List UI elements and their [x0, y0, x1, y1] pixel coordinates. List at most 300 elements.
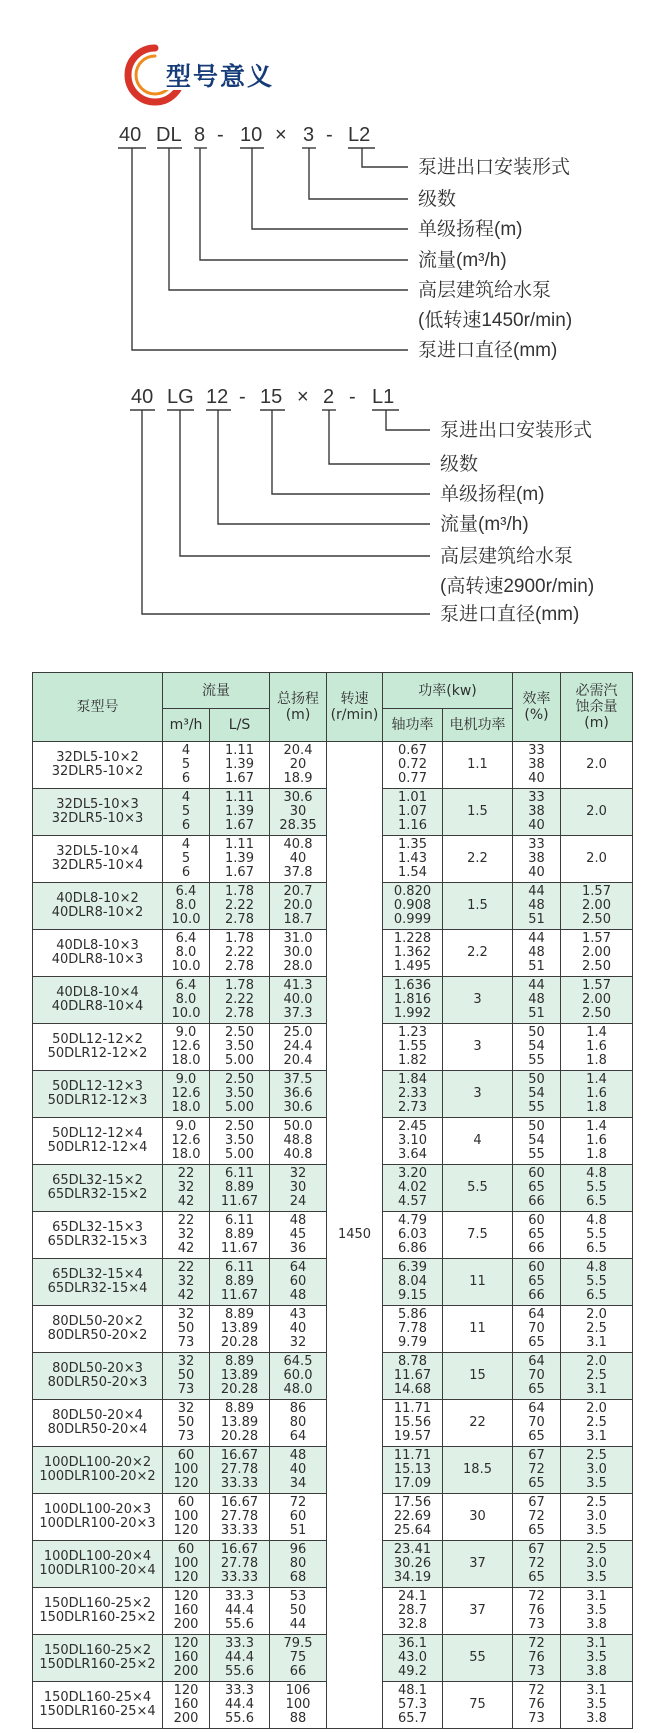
cell-efficiency-value: 65	[528, 1429, 545, 1444]
cell-npsh-value: 3.5	[586, 1570, 607, 1585]
cell-model-value: 50DLR12-12×3	[47, 1093, 148, 1108]
cell-shaft-power	[383, 1071, 443, 1118]
cell-head	[270, 1400, 327, 1447]
code-2-legend-flow: 流量(m³/h)	[440, 514, 529, 535]
cell-head-value: 37.3	[283, 1006, 313, 1021]
cell-shaft-power-value: 25.64	[393, 1523, 432, 1538]
header-head: 总扬程 (m)	[270, 673, 327, 742]
cell-flow-m3h-value: 6.4	[175, 978, 197, 993]
cell-flow-ls-value: 5.00	[225, 1100, 254, 1115]
cell-flow-ls-value: 11.67	[220, 1241, 259, 1256]
cell-head-value: 40	[289, 1462, 307, 1477]
cell-flow-m3h	[163, 1682, 210, 1729]
cell-head-value: 60.0	[283, 1368, 313, 1383]
cell-efficiency-value: 54	[528, 1133, 545, 1148]
cell-head	[270, 1212, 327, 1259]
cell-head-value: 88	[289, 1711, 307, 1726]
cell-efficiency-value: 64	[528, 1401, 545, 1416]
cell-efficiency-value: 65	[528, 1335, 545, 1350]
cell-model	[33, 1071, 163, 1118]
cell-model	[33, 1118, 163, 1165]
cell-efficiency-value: 55	[528, 1053, 545, 1068]
cell-flow-m3h-value: 32	[177, 1227, 195, 1242]
cell-efficiency-value: 66	[528, 1194, 545, 1209]
cell-flow-ls-value: 8.89	[225, 1227, 254, 1242]
cell-model-value: 65DL32-15×4	[52, 1267, 143, 1282]
cell-flow-m3h-value: 5	[181, 851, 191, 866]
cell-npsh-value: 3.8	[586, 1664, 607, 1679]
cell-flow-ls-value: 3.50	[225, 1039, 254, 1054]
cell-model-value: 100DL100-20×3	[43, 1502, 152, 1517]
cell-flow-ls-value: 5.00	[225, 1053, 254, 1068]
code-1-legend-series: 高层建筑给水泵	[418, 280, 552, 301]
cell-efficiency-value: 33	[528, 743, 545, 758]
cell-efficiency-value: 67	[528, 1542, 545, 1557]
cell-shaft-power-value: 2.33	[398, 1086, 427, 1101]
cell-model	[33, 883, 163, 930]
cell-shaft-power-value: 0.820	[393, 884, 432, 899]
cell-efficiency-value: 33	[528, 790, 545, 805]
cell-flow-m3h	[163, 1447, 210, 1494]
cell-flow-ls-value: 13.89	[220, 1368, 259, 1383]
cell-model	[33, 1259, 163, 1306]
cell-efficiency-value: 70	[528, 1321, 545, 1336]
code-1-part-dash-1: -	[217, 124, 224, 146]
cell-model-value: 100DLR100-20×4	[39, 1563, 156, 1578]
cell-head-value: 79.5	[283, 1636, 313, 1651]
cell-npsh-value: 3.8	[586, 1711, 607, 1726]
cell-efficiency-value: 65	[528, 1523, 545, 1538]
cell-efficiency-value: 51	[528, 912, 545, 927]
cell-head-value: 48	[289, 1213, 307, 1228]
cell-head-value: 37.5	[283, 1072, 313, 1087]
cell-npsh-value: 3.5	[586, 1523, 607, 1538]
cell-efficiency-value: 66	[528, 1288, 545, 1303]
code-2-legend-diameter: 泵进口直径(mm)	[440, 604, 580, 625]
cell-npsh-value: 1.57	[582, 978, 611, 993]
code-2-legend-speed: (高转速2900r/min)	[440, 576, 595, 597]
code-1-part-inlet-form: L2	[348, 124, 371, 146]
cell-flow-ls-value: 1.67	[225, 865, 254, 880]
cell-flow-ls	[210, 836, 270, 883]
cell-npsh-value: 2.0	[586, 1354, 607, 1369]
cell-efficiency-value: 67	[528, 1448, 545, 1463]
cell-flow-m3h-value: 120	[173, 1636, 199, 1651]
cell-model-value: 80DL50-20×2	[52, 1314, 143, 1329]
cell-head-value: 60	[289, 1274, 307, 1289]
cell-flow-m3h-value: 8.0	[175, 992, 197, 1007]
cell-shaft-power-value: 7.78	[398, 1321, 427, 1336]
cell-shaft-power	[383, 930, 443, 977]
cell-efficiency-value: 64	[528, 1307, 545, 1322]
cell-shaft-power-value: 0.77	[398, 771, 427, 786]
cell-shaft-power-value: 1.01	[398, 790, 427, 805]
cell-motor-power: 55	[443, 1635, 513, 1682]
cell-npsh-value: 2.00	[582, 945, 611, 960]
cell-flow-ls-value: 8.89	[225, 1307, 254, 1322]
cell-efficiency	[513, 930, 561, 977]
cell-shaft-power-value: 0.67	[398, 743, 427, 758]
cell-model-value: 32DLR5-10×2	[51, 764, 144, 779]
cell-flow-m3h	[163, 1400, 210, 1447]
cell-flow-m3h-value: 12.6	[171, 1086, 201, 1101]
cell-flow-m3h-value: 60	[177, 1448, 195, 1463]
code-1-part-series: DL	[156, 124, 182, 146]
cell-npsh-value: 1.8	[586, 1100, 607, 1115]
cell-efficiency-value: 70	[528, 1415, 545, 1430]
cell-flow-m3h-value: 6.4	[175, 931, 197, 946]
cell-efficiency-value: 50	[528, 1072, 545, 1087]
cell-motor-power: 30	[443, 1494, 513, 1541]
cell-head	[270, 930, 327, 977]
cell-flow-ls-value: 16.67	[220, 1495, 259, 1510]
cell-shaft-power-value: 24.1	[398, 1589, 427, 1604]
cell-head-value: 68	[289, 1570, 307, 1585]
cell-head-value: 18.7	[283, 912, 313, 927]
cell-flow-m3h-value: 160	[173, 1650, 199, 1665]
cell-flow-ls-value: 2.78	[225, 959, 254, 974]
cell-flow-m3h-value: 32	[177, 1401, 195, 1416]
table-body	[33, 742, 633, 1729]
cell-flow-ls-value: 1.39	[225, 757, 254, 772]
cell-npsh	[561, 1306, 633, 1353]
cell-flow-m3h	[163, 1353, 210, 1400]
cell-shaft-power-value: 4.57	[398, 1194, 427, 1209]
cell-flow-ls-value: 1.67	[225, 818, 254, 833]
cell-npsh	[561, 1212, 633, 1259]
cell-model-value: 32DLR5-10×4	[51, 858, 144, 873]
cell-flow-m3h-value: 12.6	[171, 1133, 201, 1148]
cell-efficiency	[513, 1212, 561, 1259]
cell-flow-ls-value: 8.89	[225, 1401, 254, 1416]
cell-shaft-power-value: 11.67	[393, 1368, 432, 1383]
cell-flow-ls-value: 20.28	[220, 1382, 259, 1397]
cell-npsh-value: 5.5	[586, 1180, 607, 1195]
cell-model	[33, 1353, 163, 1400]
cell-model-value: 80DLR50-20×4	[47, 1422, 148, 1437]
cell-shaft-power-value: 6.03	[398, 1227, 427, 1242]
cell-flow-ls-value: 55.6	[225, 1711, 254, 1726]
cell-shaft-power-value: 1.16	[398, 818, 427, 833]
cell-efficiency-value: 76	[528, 1697, 545, 1712]
cell-head	[270, 1635, 327, 1682]
cell-head	[270, 1682, 327, 1729]
cell-flow-ls-value: 16.67	[220, 1448, 259, 1463]
cell-shaft-power-value: 0.999	[393, 912, 432, 927]
cell-shaft-power-value: 19.57	[393, 1429, 432, 1444]
cell-shaft-power-value: 8.78	[398, 1354, 427, 1369]
cell-flow-m3h	[163, 1588, 210, 1635]
cell-flow-m3h-value: 6	[181, 865, 191, 880]
cell-efficiency-value: 70	[528, 1368, 545, 1383]
cell-flow-ls	[210, 977, 270, 1024]
cell-head-value: 40	[289, 851, 307, 866]
cell-npsh-value: 2.5	[586, 1415, 607, 1430]
cell-flow-ls	[210, 883, 270, 930]
cell-npsh-value: 3.1	[586, 1429, 607, 1444]
cell-flow-m3h-value: 200	[173, 1664, 199, 1679]
cell-model	[33, 742, 163, 789]
cell-flow-m3h	[163, 1165, 210, 1212]
cell-flow-ls-value: 44.4	[225, 1603, 254, 1618]
cell-flow-ls	[210, 1024, 270, 1071]
cell-shaft-power	[383, 1494, 443, 1541]
table-row	[33, 742, 633, 789]
cell-motor-power: 3	[443, 1071, 513, 1118]
cell-head-value: 50.0	[283, 1119, 313, 1134]
cell-npsh	[561, 1635, 633, 1682]
cell-npsh-value: 2.50	[582, 959, 611, 974]
cell-head-value: 40.8	[283, 837, 313, 852]
cell-shaft-power-value: 6.39	[398, 1260, 427, 1275]
cell-npsh-value: 3.1	[586, 1335, 607, 1350]
cell-model-value: 65DLR32-15×3	[47, 1234, 148, 1249]
cell-head-value: 36	[289, 1241, 307, 1256]
cell-npsh-value: 3.1	[586, 1683, 607, 1698]
cell-npsh-value: 1.6	[586, 1086, 607, 1101]
cell-shaft-power-value: 49.2	[398, 1664, 427, 1679]
cell-shaft-power	[383, 883, 443, 930]
cell-npsh	[561, 1682, 633, 1729]
cell-shaft-power-value: 1.07	[398, 804, 427, 819]
cell-flow-m3h-value: 9.0	[175, 1119, 197, 1134]
cell-head-value: 53	[289, 1589, 307, 1604]
cell-head-value: 30.6	[283, 1100, 313, 1115]
cell-shaft-power-value: 0.908	[393, 898, 432, 913]
cell-head	[270, 883, 327, 930]
cell-npsh-value: 1.4	[586, 1119, 607, 1134]
cell-npsh-value: 5.5	[586, 1227, 607, 1242]
cell-flow-m3h-value: 12.6	[171, 1039, 201, 1054]
code-1-legend-stages: 级数	[418, 189, 457, 210]
cell-flow-m3h-value: 5	[181, 804, 191, 819]
cell-head	[270, 742, 327, 789]
cell-npsh-value: 1.6	[586, 1039, 607, 1054]
cell-flow-m3h	[163, 1541, 210, 1588]
cell-head-value: 20.0	[283, 898, 313, 913]
code-2-part-dash-1: -	[239, 386, 246, 408]
cell-efficiency-value: 73	[528, 1664, 545, 1679]
cell-efficiency	[513, 1306, 561, 1353]
cell-efficiency-value: 33	[528, 837, 545, 852]
cell-shaft-power-value: 1.35	[398, 837, 427, 852]
cell-motor-power: 75	[443, 1682, 513, 1729]
cell-flow-m3h-value: 120	[173, 1683, 199, 1698]
cell-model	[33, 1212, 163, 1259]
cell-shaft-power	[383, 1400, 443, 1447]
cell-shaft-power	[383, 1024, 443, 1071]
cell-npsh	[561, 1541, 633, 1588]
cell-head-value: 48	[289, 1448, 307, 1463]
cell-flow-m3h	[163, 742, 210, 789]
cell-motor-power: 2.2	[443, 930, 513, 977]
header-efficiency: 效率 (%)	[513, 673, 561, 742]
cell-shaft-power	[383, 1212, 443, 1259]
cell-shaft-power-value: 9.15	[398, 1288, 427, 1303]
cell-efficiency-value: 76	[528, 1650, 545, 1665]
cell-shaft-power-value: 32.8	[398, 1617, 427, 1632]
cell-motor-power: 22	[443, 1400, 513, 1447]
cell-flow-m3h-value: 100	[173, 1462, 199, 1477]
cell-flow-ls-value: 2.50	[225, 1025, 254, 1040]
code-1-part-times: ×	[275, 124, 287, 146]
cell-npsh-value: 3.5	[586, 1603, 607, 1618]
cell-efficiency	[513, 1588, 561, 1635]
cell-shaft-power	[383, 1682, 443, 1729]
cell-flow-m3h-value: 73	[177, 1429, 195, 1444]
cell-flow-m3h	[163, 1071, 210, 1118]
cell-shaft-power-value: 14.68	[393, 1382, 432, 1397]
cell-shaft-power-value: 15.56	[393, 1415, 432, 1430]
cell-head-value: 86	[289, 1401, 307, 1416]
cell-efficiency-value: 48	[528, 992, 545, 1007]
cell-shaft-power	[383, 1353, 443, 1400]
cell-model	[33, 1400, 163, 1447]
cell-flow-ls-value: 2.78	[225, 1006, 254, 1021]
cell-shaft-power	[383, 1588, 443, 1635]
cell-npsh-value: 3.0	[586, 1509, 607, 1524]
cell-flow-ls-value: 11.67	[220, 1288, 259, 1303]
cell-flow-ls-value: 1.67	[225, 771, 254, 786]
cell-npsh-value: 2.5	[586, 1448, 607, 1463]
cell-head-value: 48	[289, 1288, 307, 1303]
cell-model-value: 65DL32-15×2	[52, 1173, 143, 1188]
cell-model	[33, 1541, 163, 1588]
cell-flow-m3h-value: 100	[173, 1509, 199, 1524]
cell-model	[33, 789, 163, 836]
cell-model-value: 40DLR8-10×3	[51, 952, 144, 967]
cell-model-value: 50DLR12-12×2	[47, 1046, 148, 1061]
cell-efficiency-value: 73	[528, 1711, 545, 1726]
cell-npsh-value: 3.8	[586, 1617, 607, 1632]
cell-model-value: 65DL32-15×3	[52, 1220, 143, 1235]
header-motor-power: 电机功率	[443, 709, 513, 742]
cell-npsh-value: 1.4	[586, 1072, 607, 1087]
cell-head-value: 40.8	[283, 1147, 313, 1162]
cell-flow-m3h-value: 120	[173, 1476, 199, 1491]
code-2-part-times: ×	[297, 386, 309, 408]
cell-efficiency-value: 51	[528, 1006, 545, 1021]
cell-npsh-value: 2.5	[586, 1495, 607, 1510]
cell-model-value: 80DL50-20×4	[52, 1408, 143, 1423]
cell-shaft-power	[383, 1306, 443, 1353]
cell-efficiency-value: 51	[528, 959, 545, 974]
cell-shaft-power-value: 4.79	[398, 1213, 427, 1228]
cell-efficiency-value: 38	[528, 851, 545, 866]
cell-flow-m3h-value: 4	[181, 743, 191, 758]
cell-flow-m3h-value: 50	[177, 1321, 195, 1336]
cell-motor-power: 1.5	[443, 883, 513, 930]
cell-head-value: 20.4	[283, 1053, 313, 1068]
cell-model-value: 40DLR8-10×4	[51, 999, 144, 1014]
cell-flow-ls	[210, 1588, 270, 1635]
cell-flow-ls	[210, 1353, 270, 1400]
cell-flow-ls	[210, 1212, 270, 1259]
cell-npsh-value: 3.1	[586, 1589, 607, 1604]
cell-efficiency-value: 55	[528, 1147, 545, 1162]
cell-npsh-value: 6.5	[586, 1288, 607, 1303]
cell-head-value: 20.7	[283, 884, 313, 899]
cell-shaft-power	[383, 977, 443, 1024]
cell-flow-ls	[210, 1165, 270, 1212]
cell-shaft-power-value: 4.02	[398, 1180, 427, 1195]
cell-flow-m3h	[163, 930, 210, 977]
cell-shaft-power-value: 1.23	[398, 1025, 427, 1040]
code-1-part-stages: 3	[303, 124, 315, 146]
cell-flow-m3h-value: 32	[177, 1180, 195, 1195]
cell-head	[270, 789, 327, 836]
cell-flow-ls-value: 11.67	[220, 1194, 259, 1209]
cell-npsh-value: 3.5	[586, 1650, 607, 1665]
code-2-legend-series: 高层建筑给水泵	[440, 546, 574, 567]
cell-efficiency-value: 38	[528, 757, 545, 772]
header-flow: 流量	[163, 673, 270, 709]
cell-model-value: 40DL8-10×4	[56, 985, 139, 1000]
cell-flow-m3h-value: 8.0	[175, 945, 197, 960]
cell-model-value: 150DLR160-25×2	[39, 1610, 156, 1625]
cell-efficiency	[513, 1682, 561, 1729]
cell-shaft-power-value: 11.71	[393, 1401, 432, 1416]
cell-flow-ls-value: 33.3	[225, 1683, 254, 1698]
cell-flow-m3h-value: 8.0	[175, 898, 197, 913]
cell-npsh-value: 1.57	[582, 931, 611, 946]
cell-efficiency-value: 50	[528, 1025, 545, 1040]
cell-npsh	[561, 1353, 633, 1400]
cell-flow-ls-value: 1.78	[225, 931, 254, 946]
cell-motor-power: 4	[443, 1118, 513, 1165]
cell-motor-power: 1.1	[443, 742, 513, 789]
cell-model-value: 65DLR32-15×2	[47, 1187, 148, 1202]
cell-head-value: 30	[289, 1180, 307, 1195]
cell-flow-m3h	[163, 1212, 210, 1259]
spec-table	[32, 672, 633, 1729]
cell-flow-ls-value: 13.89	[220, 1415, 259, 1430]
cell-flow-ls	[210, 1400, 270, 1447]
cell-flow-ls-value: 33.3	[225, 1589, 254, 1604]
cell-npsh-value: 1.8	[586, 1147, 607, 1162]
cell-efficiency-value: 72	[528, 1462, 545, 1477]
cell-flow-m3h	[163, 836, 210, 883]
cell-npsh	[561, 1400, 633, 1447]
cell-flow-ls-value: 33.33	[220, 1476, 259, 1491]
cell-efficiency	[513, 1541, 561, 1588]
cell-shaft-power-value: 48.1	[398, 1683, 427, 1698]
cell-model-value: 32DLR5-10×3	[51, 811, 144, 826]
header-flow-ls: L/S	[210, 709, 270, 742]
cell-flow-m3h	[163, 977, 210, 1024]
cell-npsh	[561, 836, 633, 883]
cell-motor-power: 18.5	[443, 1447, 513, 1494]
cell-flow-ls-value: 8.89	[225, 1180, 254, 1195]
cell-flow-ls-value: 8.89	[225, 1354, 254, 1369]
cell-model-value: 100DLR100-20×2	[39, 1469, 156, 1484]
cell-flow-m3h-value: 73	[177, 1382, 195, 1397]
cell-model-value: 32DL5-10×4	[56, 844, 139, 859]
cell-shaft-power	[383, 1447, 443, 1494]
cell-efficiency-value: 40	[528, 865, 545, 880]
cell-flow-ls	[210, 742, 270, 789]
cell-flow-ls-value: 16.67	[220, 1542, 259, 1557]
cell-head-value: 32	[289, 1335, 307, 1350]
cell-head-value: 80	[289, 1415, 307, 1430]
cell-efficiency	[513, 1635, 561, 1682]
cell-efficiency-value: 76	[528, 1603, 545, 1618]
cell-flow-ls-value: 3.50	[225, 1133, 254, 1148]
cell-flow-ls-value: 2.22	[225, 945, 254, 960]
cell-efficiency	[513, 1165, 561, 1212]
cell-efficiency-value: 65	[528, 1382, 545, 1397]
cell-npsh	[561, 1165, 633, 1212]
